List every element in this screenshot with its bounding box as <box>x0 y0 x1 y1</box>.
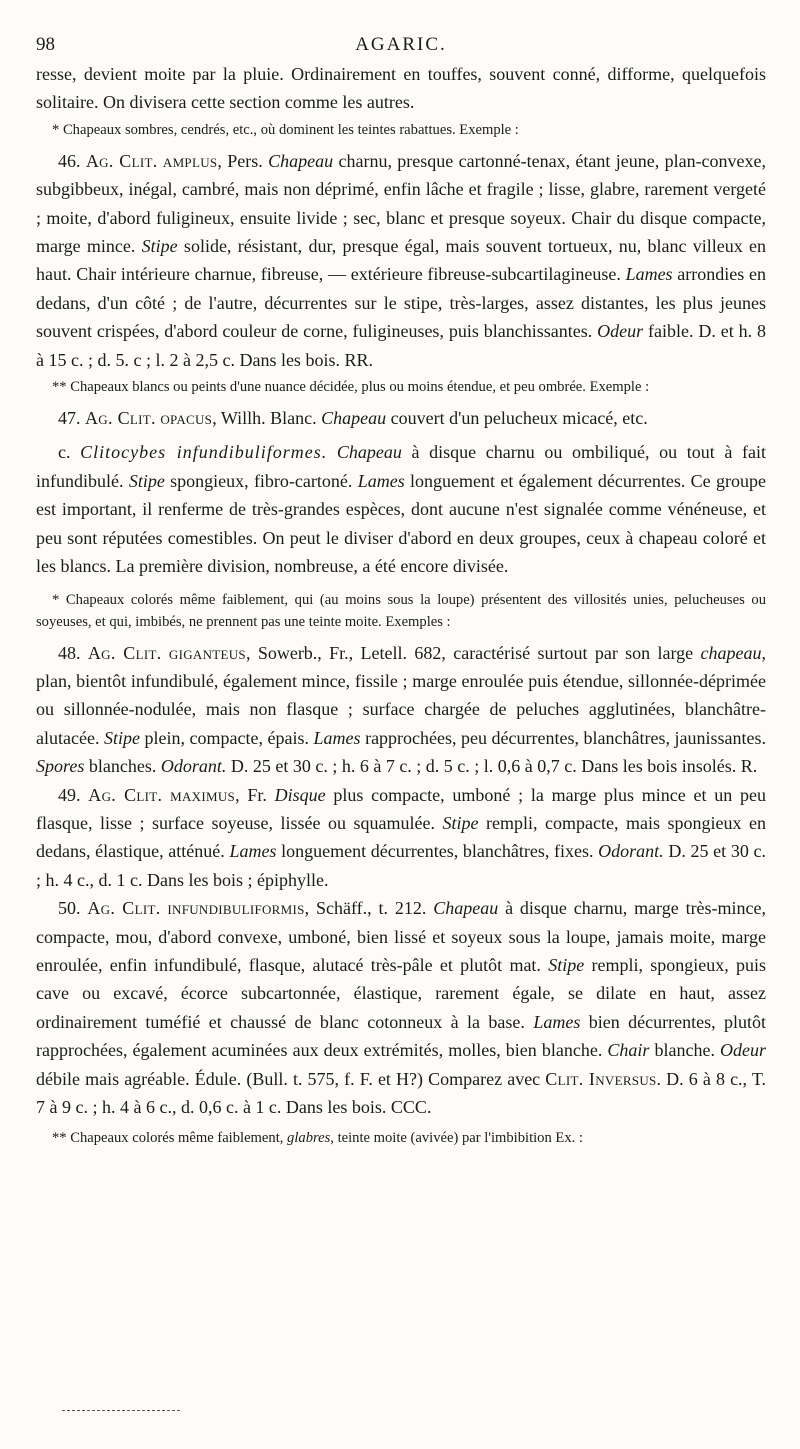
keyword: Disque <box>274 784 326 805</box>
keyword: Stipe <box>141 236 178 257</box>
description-text: longuement et également décurrentes. Ce groupe est important, il renferme de très-grandes espèces, dont aucune n'est signalée comme vénéneuse, et peu sont réputées comestibles. On peut le diviser d'abord en deux groupes, ceux à chapeau coloré et les blancs. La première division, nombreuse, a été encore divisée. <box>36 470 766 577</box>
author: , Pers. <box>217 150 263 171</box>
genus-abbrev: Ag. Clit. <box>85 408 156 429</box>
keyword: Chair <box>607 1040 650 1061</box>
description-text: solide, résistant, dur, presque égal, mais souvent tortueux, nu, blanc villeux en haut. Chair intérieure charnue, fibreuse, — extérieure fibreuse-subcartilagineuse. <box>36 236 766 285</box>
description-text: faible. D. et h. 8 à 15 c. ; d. 5. c ; l. 2 à 2,5 c. Dans les bois. RR. <box>36 321 766 370</box>
description-text: D. 25 et 30 c. ; h. 4 c., d. 1 c. Dans les bois ; épiphylle. <box>36 841 766 890</box>
keyword: Odorant. <box>598 841 664 862</box>
keyword: Lames <box>533 1011 581 1032</box>
page-number: 98 <box>36 34 55 55</box>
description-text: à disque charnu ou ombiliqué, ou tout à fait infundibulé. <box>36 442 767 491</box>
entry-number: 50. <box>58 898 81 919</box>
entry-50 <box>36 894 766 1121</box>
description-text: couvert d'un pelucheux micacé, etc. <box>386 408 648 429</box>
keyword: chapeau <box>700 642 762 663</box>
author: , Willh. Blanc. <box>212 408 317 429</box>
continuation-paragraph: resse, devient moite par la pluie. Ordinairement en touffes, souvent conné, difforme, quelquefois solitaire. On divisera cette section comme les autres. <box>36 64 766 113</box>
description-text: à disque charnu, marge très-mince, compacte, mou, d'abord convexe, umboné, bien lissé et soyeux sous la loupe, jamais moite, marge enroulée, enfin infundibulé, flasque, alutacé très-pâle et plutôt mat. <box>36 898 767 975</box>
species-name: opacus <box>160 408 213 429</box>
keyword: Chapeau <box>268 150 334 171</box>
genus-abbrev: Ag. Clit. <box>88 784 163 805</box>
keyword: Chapeau <box>321 408 387 429</box>
description-text: longuement décurrentes, blanchâtres, fixes. <box>276 841 599 862</box>
keyword: Stipe <box>128 470 165 491</box>
entry-47 <box>36 404 766 432</box>
keyword: Chapeau <box>433 898 499 919</box>
section-title: Clitocybes infundibuliformes. <box>80 442 328 463</box>
genus-abbrev: Ag. Clit. <box>85 150 158 171</box>
keyword: Odeur <box>597 321 644 342</box>
note-emphasis: glabres <box>287 1130 331 1147</box>
keyword: Chapeau <box>336 442 402 463</box>
cross-reference: Clit. Inversus <box>545 1068 657 1089</box>
description-text: spongieux, fibro-cartoné. <box>164 470 358 491</box>
description-text: , plan, bientôt infundibulé, également mince, fissile ; marge enroulée puis étendue, sillonnée-déprimée ou sillonnée-nodulée, mais non flasque ; surface chargée de peluches agglutinées, blanchâtre-alutacée. <box>36 642 767 748</box>
entry-number: 49. <box>58 784 81 805</box>
running-title: AGARIC. <box>355 34 447 55</box>
description-text: D. 25 et 30 c. ; h. 6 à 7 c. ; d. 5 c. ; l. 0,6 à 0,7 c. Dans les bois insolés. R. <box>226 756 758 777</box>
description-text: charnu, presque cartonné-tenax, étant jeune, plan-convexe, subgibbeux, inégal, cambré, mais non déprimé, enfin lâche et fragile ; lisse, glabre, rarement vergeté ; moite, d'abord fuligineux, ensuite livide ; sec, blanc et presque soyeux. Chair du disque compacte, marge mince. <box>36 150 767 257</box>
author: , Schäff., t. 212. <box>304 898 427 919</box>
section-letter: c. <box>58 442 71 463</box>
keyword: Lames <box>625 264 673 285</box>
genus-abbrev: Ag. Clit. <box>87 898 161 919</box>
note-white-caps: ** Chapeaux blancs ou peints d'une nuance décidée, plus ou moins étendue, et peu ombrée. Exemple : <box>52 379 650 396</box>
entry-48 <box>36 639 766 781</box>
note-text: ** Chapeaux colorés même faiblement, <box>52 1130 288 1147</box>
entry-number: 46. <box>58 150 81 171</box>
author: , Fr. <box>235 784 267 805</box>
keyword: Stipe <box>442 812 479 833</box>
species-name: giganteus <box>168 642 246 663</box>
description-text: plein, compacte, épais. <box>139 727 314 748</box>
note-glabre-caps <box>36 1127 766 1149</box>
entry-46 <box>36 147 766 374</box>
section-c <box>36 438 766 580</box>
species-name: maximus <box>170 784 236 805</box>
description-text: blanche. <box>649 1040 721 1061</box>
species-name: amplus <box>162 150 218 171</box>
genus-abbrev: Ag. Clit. <box>87 642 162 663</box>
entry-number: 47. <box>58 408 81 429</box>
description-text: blanches. <box>84 756 161 777</box>
keyword: Lames <box>357 470 405 491</box>
note-text: , teinte moite (avivée) par l'imbibition Ex. : <box>330 1130 583 1147</box>
keyword: Odeur <box>720 1040 767 1061</box>
keyword: Lames <box>313 727 361 748</box>
description-text: bien décurrentes, plutôt rapprochées, également acuminées aux deux extrémités, molles, bien blanche. <box>36 1011 766 1061</box>
description-text: rempli, spongieux, puis cave ou excavé, écorce subcartonnée, élastique, rarement égale, se dilate en haut, assez ordinairement tuméfié et chaussé de blanc cotonneux à la base. <box>36 954 766 1032</box>
keyword: Stipe <box>103 727 140 748</box>
description-text: . D. 6 à 8 c., T. 7 à 9 c. ; h. 4 à 6 c., d. 0,6 c. à 1 c. Dans les bois. CCC. <box>36 1068 767 1117</box>
keyword: Lames <box>229 841 277 862</box>
description-text: rapprochées, peu décurrentes, blanchâtres, jaunissantes. <box>360 727 767 748</box>
description-text: rempli, compacte, mais spongieux en dedans, élastique, atténué. <box>36 812 766 862</box>
keyword: Stipe <box>548 954 585 975</box>
description-text: débile mais agréable. Édule. (Bull. t. 575, f. F. et H?) Comparez avec <box>36 1068 546 1089</box>
page-header <box>36 26 766 60</box>
description-text: arrondies en dedans, d'un côté ; de l'autre, décurrentes sur le stipe, très-larges, assez distantes, les plus jeunes souvent crispées, d'abord couleur de corne, fuligineuses, puis blanchissantes. <box>36 264 766 342</box>
species-name: infundibuliformis <box>167 898 305 919</box>
description-text: plus compacte, umboné ; la marge plus mince et un peu flasque, lisse ; surface soyeuse, lissée ou squamulée. <box>36 784 767 833</box>
keyword: Spores <box>36 756 85 777</box>
note-colored-caps: * Chapeaux colorés même faiblement, qui (au moins sous la loupe) présentent des villosités unies, pelucheuses ou soyeuses, et qui, imbibés, ne prennent pas une teinte moite. Exemples : <box>36 591 766 630</box>
description-text: caractérisé surtout par son large <box>445 642 701 663</box>
entry-49 <box>36 781 766 895</box>
footer-rule <box>62 1410 180 1411</box>
keyword: Odorant. <box>160 756 227 777</box>
note-dark-caps: * Chapeaux sombres, cendrés, etc., où dominent les teintes rabattues. Exemple : <box>52 121 519 138</box>
entry-number: 48. <box>58 642 81 663</box>
author: , Sowerb., Fr., Letell. 682, <box>245 642 446 663</box>
